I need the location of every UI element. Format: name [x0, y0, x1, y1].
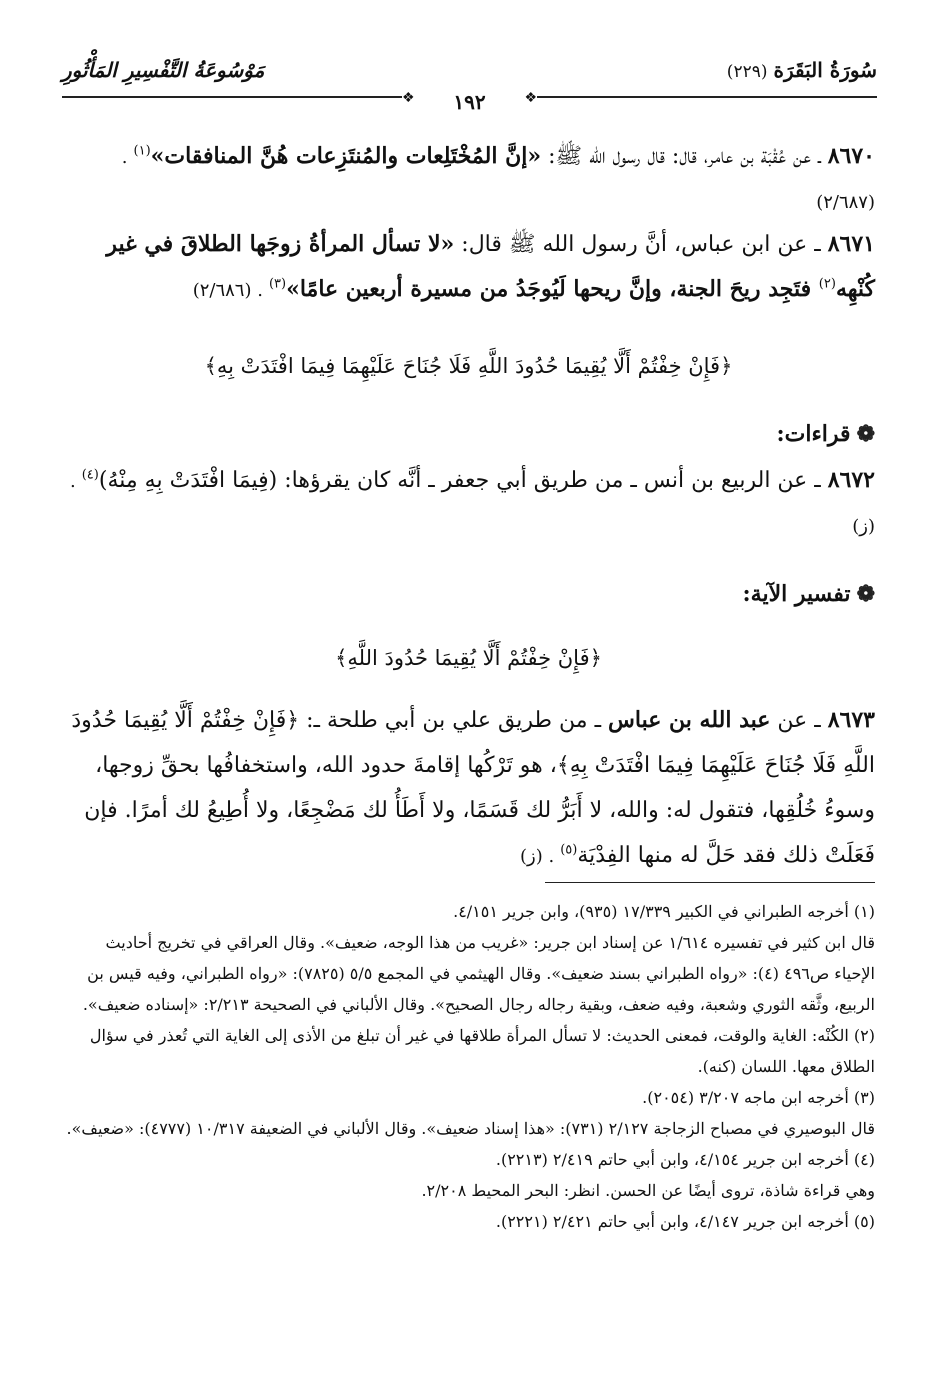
footnote-marker: (٥) [560, 842, 578, 858]
hadith-text: «إنَّ المُخْتَلِعات والمُنتَزِعات هُنَّ المنافقات» [150, 143, 542, 169]
footnote: قال ابن كثير في تفسيره ١/٦١٤ عن إسناد ابن جرير: «غريب من هذا الوجه، ضعيف». وقال العراقي في تخريج أحاديث الإحياء ص٤٩٦ (٤): «رواه الطبراني بسند ضعيف». وقال الهيثمي في المجمع ٥/٥ (٧٨٢٥): «رواه الطبراني، وفيه قيس بن الربيع، وثَّقه الثوري وشعبة، وفيه ضعف، وبقية رجاله رجال الصحيح». وقال الألباني في الصحيحة ٢/٢١٣: «إسناده ضعيف». [82, 933, 875, 1014]
reading-8672 [62, 458, 875, 549]
footnote: (٤) أخرجه ابن جرير ٤/١٥٤، وابن أبي حاتم ٢/٤١٩ (٢٢١٣). [495, 1150, 875, 1169]
running-header [62, 52, 877, 112]
section-heading-readings [62, 412, 875, 456]
tafsir-8673 [62, 698, 875, 879]
footnotes [62, 896, 875, 1237]
reading-text: ـ عن الربيع بن أنس ـ من طريق أبي جعفر ـ أنَّه كان يقرؤها: (فِيمَا افْتَدَتْ بِهِ مِنْهُ) [98, 468, 821, 493]
section-title: تفسير الآية: [742, 581, 851, 607]
hadith-text: «لا تسأل المرأةُ زوجَها الطلاقَ في غير كُنْهِه [106, 231, 875, 302]
footnote: (٣) أخرجه ابن ماجه ٣/٢٠٧ (٢٠٥٤). [642, 1088, 875, 1107]
footnote: وهي قراءة شاذة، تروى أيضًا عن الحسن. انظر: البحر المحيط ٢/٢٠٨. [421, 1181, 875, 1200]
hadith-8670 [62, 134, 875, 225]
footnote: (٢) الكُنْه: الغاية والوقت، فمعنى الحديث: لا تسأل المرأة طلاقها في غير أن تبلغ من الأذى إلى الغاية التي تُعذر في سؤال الطلاق معها. اللسان (كنه). [89, 1026, 875, 1076]
flower-ornament-icon: ❁ [856, 421, 875, 447]
hadith-text-cont: فتَجِد ريحَ الجنة، وإنَّ ريحها لَيُوجَدُ من مسيرة أربعين عامًا» [286, 276, 819, 302]
hadith-reference: . (٢/٦٨٦) [192, 280, 263, 301]
surah-header [727, 58, 877, 82]
hadith-number: ٨٦٧٠ [827, 143, 875, 169]
hadith-number: ٨٦٧١ [827, 231, 875, 257]
section-title: قراءات: [776, 421, 851, 447]
footnote-marker: (٢) [818, 276, 836, 292]
hadith-intro: ـ عن عُقْبَة بن عامر، قال: قال رسول الله ﷺ: [541, 144, 821, 169]
tafsir-reference: . (ز) [520, 846, 555, 867]
page-number: ١٩٢ [453, 90, 486, 114]
hadith-number: ٨٦٧٣ [827, 707, 875, 733]
hadith-number: ٨٦٧٢ [827, 467, 875, 493]
quran-verse-heading: ﴿فَإِنْ خِفْتُمْ أَلَّا يُقِيمَا حُدُودَ اللَّهِ فَلَا جُنَاحَ عَلَيْهِمَا فِيمَا افْتَدَتْ بِهِ﴾ [204, 354, 733, 378]
ornament-right-icon: ❖ [524, 90, 537, 106]
footnote-marker: (٣) [268, 276, 287, 292]
footnote: (٥) أخرجه ابن جرير ٤/١٤٧، وابن أبي حاتم ٢/٤٢١ (٢٢٢١). [495, 1212, 875, 1231]
tafsir-intro: ـ عن [770, 708, 821, 733]
footnote-marker: (٤) [81, 467, 99, 483]
narrator-name: عبد الله بن عباس [608, 707, 771, 733]
hadith-intro: ـ عن ابن عباس، أنَّ رسول الله ﷺ قال: [454, 232, 821, 257]
footnote: قال البوصيري في مصباح الزجاجة ٢/١٢٧ (٧٣١): «هذا إسناد ضعيف». وقال الألباني في الضعيفة ١٠/٣١٧ (٤٧٧٧): «ضعيف». [66, 1119, 875, 1138]
footnote-separator [545, 882, 875, 883]
hadith-8671 [62, 222, 875, 313]
tafsir-text: ـ من طريق علي بن أبي طلحة ـ: ﴿فَإِنْ خِفْتُمْ أَلَّا يُقِيمَا حُدُودَ اللَّهِ فَلَا جُنَاحَ عَلَيْهِمَا فِيمَا افْتَدَتْ بِهِ﴾، هو تَرْكُها إقامةَ حدود الله، واستخفافُها بحقِّ زوجها، وسوءُ خُلُقِها، فتقول له: والله، لا أَبَرُّ لك قَسَمًا، ولا أَطَأُ لك مَضْجِعًا، ولا أُطِيعُ لك أمرًا. فإن فَعَلَتْ ذلك فقد حَلَّ له منها الفِدْيَة [71, 708, 875, 868]
section-heading-tafsir [62, 572, 875, 616]
footnote: (١) أخرجه الطبراني في الكبير ١٧/٣٣٩ (٩٣٥)، وابن جرير ٤/١٥١. [453, 902, 875, 921]
book-title: مَوْسُوعَةُ التَّفْسِيرِ المَأْثُورِ [62, 58, 265, 82]
footnote-marker: (١) [133, 143, 151, 159]
reading-reference: . (ز) [69, 471, 875, 537]
hadith-reference: . (٢/٦٨٧) [121, 147, 875, 213]
ornament-left-icon: ❖ [402, 90, 415, 106]
surah-name: سُورَةُ البَقَرَة [773, 58, 877, 82]
quran-verse-subheading: ﴿فَإِنْ خِفْتُمْ أَلَّا يُقِيمَا حُدُودَ اللَّهِ﴾ [335, 646, 602, 670]
ayah-number: (٢٢٩) [726, 62, 768, 82]
flower-ornament-icon: ❁ [856, 581, 875, 607]
